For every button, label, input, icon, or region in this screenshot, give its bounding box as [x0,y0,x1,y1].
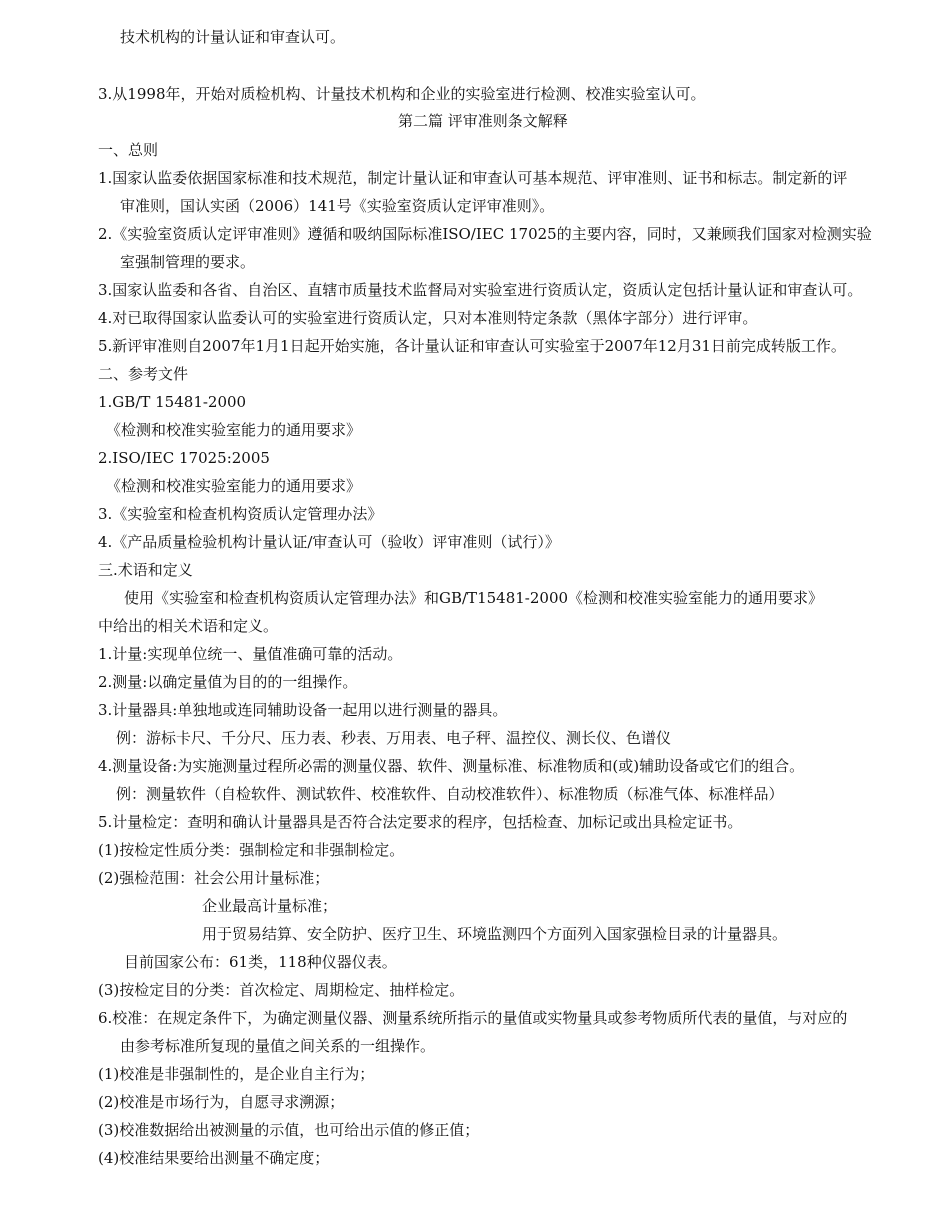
text-line: 3.从1998年，开始对质检机构、计量技术机构和企业的实验室进行检测、校准实验室认可。 [98,85,706,103]
text-line: (2)校准是市场行为，自愿寻求溯源； [98,1093,345,1111]
text-line: 1.GB/T 15481-2000 [98,393,247,411]
section-title: 第二篇 评审准则条文解释 [398,112,568,130]
text-line: 审准则，国认实函（2006）141号《实验室资质认定评审准则》。 [120,197,555,215]
text-line: 4.对已取得国家认监委认可的实验室进行资质认定，只对本准则特定条款（黑体字部分）进行评审。 [98,309,758,327]
text-line: 3.国家认监委和各省、自治区、直辖市质量技术监督局对实验室进行资质认定，资质认定包括计量认证和审查认可。 [98,281,863,299]
text-line: 《检测和校准实验室能力的通用要求》 [106,477,362,495]
text-line: 1.计量:实现单位统一、量值准确可靠的活动。 [98,645,403,663]
text-line: 中给出的相关术语和定义。 [98,617,279,635]
text-line: (3)校准数据给出被测量的示值，也可给出示值的修正值； [98,1121,480,1139]
text-line: 4.测量设备:为实施测量过程所必需的测量仪器、软件、测量标准、标准物质和(或)辅助设备或它们的组合。 [98,757,805,775]
text-line: 5.计量检定：查明和确认计量器具是否符合法定要求的程序，包括检查、加标记或出具检定证书。 [98,813,743,831]
text-line: (4)校准结果要给出测量不确定度； [98,1149,330,1167]
text-line: 2.《实验室资质认定评审准则》遵循和吸纳国际标准ISO/IEC 17025的主要内容，同时，又兼顾我们国家对检测实验 [98,225,872,243]
text-line: 由参考标准所复现的量值之间关系的一组操作。 [120,1037,436,1055]
text-line: 3.计量器具:单独地或连同辅助设备一起用以进行测量的器具。 [98,701,508,719]
text-line: 3.《实验室和检查机构资质认定管理办法》 [98,505,383,523]
text-line: (1)校准是非强制性的，是企业自主行为； [98,1065,375,1083]
text-line: 6.校准：在规定条件下，为确定测量仪器、测量系统所指示的量值或实物量具或参考物质所代表的量值，与对应的 [98,1009,848,1027]
text-line: 例：游标卡尺、千分尺、压力表、秒表、万用表、电子秤、温控仪、测长仪、色谱仪 [116,729,672,747]
text-line: 4.《产品质量检验机构计量认证/审查认可（验收）评审准则（试行）》 [98,533,560,551]
text-line: 2.测量:以确定量值为目的的一组操作。 [98,673,358,691]
text-line: 《检测和校准实验室能力的通用要求》 [106,421,362,439]
text-line: 1.国家认监委依据国家标准和技术规范，制定计量认证和审查认可基本规范、评审准则、证书和标志。制定新的评 [98,169,848,187]
text-line: 用于贸易结算、安全防护、医疗卫生、环境监测四个方面列入国家强检目录的计量器具。 [202,925,788,943]
text-line: (3)按检定目的分类：首次检定、周期检定、抽样检定。 [98,981,465,999]
section-heading: 三.术语和定义 [98,561,193,579]
text-line: 技术机构的计量认证和审查认可。 [120,28,346,46]
text-line: 例：测量软件（自检软件、测试软件、校准软件、自动校准软件）、标准物质（标准气体、标准样品） [116,785,784,803]
text-line: 使用《实验室和检查机构资质认定管理办法》和GB/T15481-2000《检测和校准实验室能力的通用要求》 [124,589,824,607]
section-heading: 一、总则 [98,141,159,159]
text-line: 目前国家公布：61类，118种仪器仪表。 [124,953,397,971]
text-line: (2)强检范围：社会公用计量标准； [98,869,330,887]
text-line: (1)按检定性质分类：强制检定和非强制检定。 [98,841,405,859]
text-line: 2.ISO/IEC 17025:2005 [98,449,270,467]
text-line: 室强制管理的要求。 [120,253,256,271]
text-line: 企业最高计量标准； [202,897,338,915]
text-line: 5.新评审准则自2007年1月1日起开始实施，各计量认证和审查认可实验室于2007年12月31日前完成转版工作。 [98,337,846,355]
section-heading: 二、参考文件 [98,365,189,383]
